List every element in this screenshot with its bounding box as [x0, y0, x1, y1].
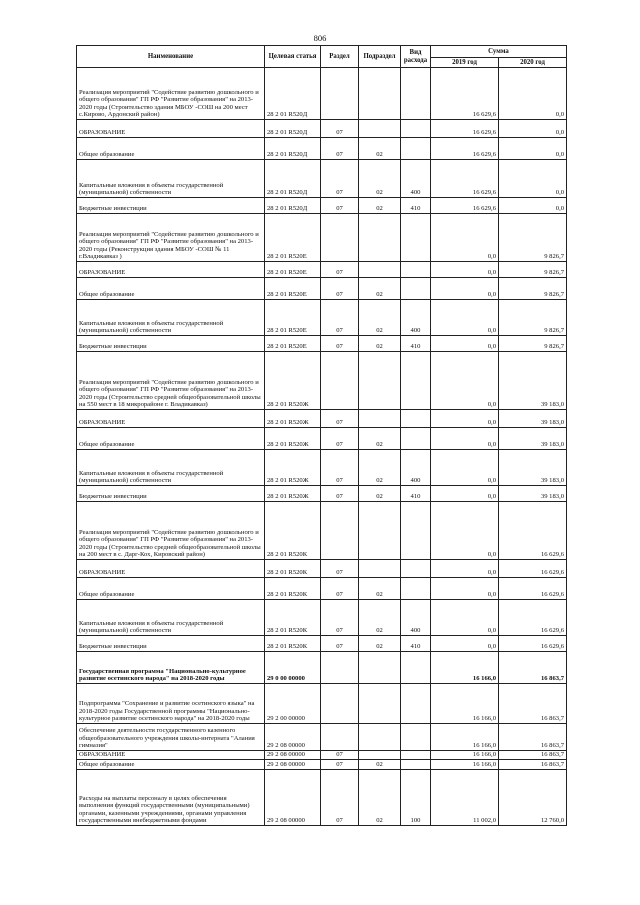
row-subsection: 02: [359, 278, 401, 300]
row-amount-2020: 16 863,7: [499, 652, 567, 684]
row-subsection: 02: [359, 428, 401, 450]
header-expense-type: Вид расхода: [401, 46, 431, 68]
row-expense-type: [401, 214, 431, 262]
row-subsection: [359, 120, 401, 138]
row-code: 28 2 01 R520Е: [265, 214, 321, 262]
row-amount-2019: 16 629,6: [431, 198, 499, 214]
row-expense-type: [401, 278, 431, 300]
row-amount-2019: 0,0: [431, 428, 499, 450]
row-expense-type: [401, 262, 431, 278]
row-subsection: [359, 214, 401, 262]
row-section: [321, 502, 359, 560]
row-section: 07: [321, 410, 359, 428]
row-name: Капитальные вложения в объекты государственной (муниципальной) собственности: [77, 300, 265, 336]
row-section: 07: [321, 160, 359, 198]
row-amount-2020: 9 826,7: [499, 278, 567, 300]
row-amount-2019: 16 166,0: [431, 724, 499, 751]
row-code: 28 2 01 R520Д: [265, 160, 321, 198]
row-section: 07: [321, 450, 359, 486]
row-code: 28 2 01 R520К: [265, 560, 321, 578]
row-expense-type: [401, 352, 431, 410]
row-section: 07: [321, 578, 359, 600]
table-row: [77, 502, 567, 560]
row-subsection: 02: [359, 160, 401, 198]
row-amount-2019: 0,0: [431, 336, 499, 352]
row-subsection: 02: [359, 300, 401, 336]
row-expense-type: [401, 138, 431, 160]
budget-table: [76, 45, 567, 826]
table-row: [77, 684, 567, 724]
row-amount-2020: 9 826,7: [499, 214, 567, 262]
row-section: 07: [321, 600, 359, 636]
row-section: 07: [321, 278, 359, 300]
row-code: 29 2 08 00000: [265, 760, 321, 770]
row-name: Капитальные вложения в объекты государственной (муниципальной) собственности: [77, 160, 265, 198]
row-expense-type: 400: [401, 600, 431, 636]
row-subsection: [359, 751, 401, 760]
table-row: [77, 560, 567, 578]
table-row: [77, 410, 567, 428]
row-code: 29 0 00 00000: [265, 652, 321, 684]
row-expense-type: [401, 502, 431, 560]
row-amount-2019: 0,0: [431, 450, 499, 486]
row-amount-2020: 16 629,6: [499, 578, 567, 600]
row-amount-2019: 16 629,6: [431, 138, 499, 160]
row-code: 28 2 01 R520Ж: [265, 352, 321, 410]
row-expense-type: [401, 578, 431, 600]
row-name: ОБРАЗОВАНИЕ: [77, 262, 265, 278]
row-expense-type: [401, 428, 431, 450]
row-section: [321, 684, 359, 724]
row-code: 28 2 01 R520Д: [265, 68, 321, 120]
row-section: 07: [321, 751, 359, 760]
table-row: [77, 352, 567, 410]
row-name: ОБРАЗОВАНИЕ: [77, 560, 265, 578]
row-code: 29 2 08 00000: [265, 724, 321, 751]
row-name: Капитальные вложения в объекты государственной (муниципальной) собственности: [77, 600, 265, 636]
row-name: Бюджетные инвестиции: [77, 486, 265, 502]
row-amount-2020: 39 183,0: [499, 410, 567, 428]
header-year-2020: 2020 год: [499, 58, 567, 68]
row-name: Общее образование: [77, 428, 265, 450]
row-expense-type: [401, 760, 431, 770]
row-code: 28 2 01 R520К: [265, 502, 321, 560]
row-expense-type: 410: [401, 336, 431, 352]
table-row: [77, 278, 567, 300]
row-expense-type: [401, 724, 431, 751]
row-amount-2020: 12 760,0: [499, 770, 567, 826]
row-expense-type: [401, 68, 431, 120]
header-section: Раздел: [321, 46, 359, 68]
row-amount-2020: 0,0: [499, 138, 567, 160]
row-amount-2019: 0,0: [431, 502, 499, 560]
row-subsection: [359, 68, 401, 120]
row-code: 28 2 01 R520Е: [265, 262, 321, 278]
row-amount-2019: 0,0: [431, 352, 499, 410]
row-subsection: [359, 502, 401, 560]
row-section: 07: [321, 198, 359, 214]
row-code: 28 2 01 R520К: [265, 578, 321, 600]
table-row: [77, 198, 567, 214]
row-amount-2020: 16 863,7: [499, 724, 567, 751]
row-amount-2019: 16 166,0: [431, 760, 499, 770]
row-name: Общее образование: [77, 578, 265, 600]
table-row: [77, 68, 567, 120]
table-row: [77, 300, 567, 336]
row-name: Обеспечение деятельности государственного казенного общеобразовательного учреждения школы-интерната "Алания гимназия": [77, 724, 265, 751]
row-subsection: [359, 652, 401, 684]
row-section: 07: [321, 636, 359, 652]
row-code: 28 2 01 R520Д: [265, 120, 321, 138]
row-section: 07: [321, 138, 359, 160]
row-name: Реализация мероприятий "Содействие развитию дошкольного и общего образования" ГП РФ "Развитие образования" на 2013-2020 годы (Реконструкция здания МБОУ -СОШ № 11 г.Владикавказ ): [77, 214, 265, 262]
row-amount-2020: 0,0: [499, 68, 567, 120]
row-subsection: [359, 560, 401, 578]
row-amount-2020: 16 863,7: [499, 684, 567, 724]
row-amount-2020: 16 863,7: [499, 760, 567, 770]
table-row: [77, 214, 567, 262]
row-amount-2019: 0,0: [431, 486, 499, 502]
row-expense-type: [401, 410, 431, 428]
row-amount-2019: 0,0: [431, 300, 499, 336]
row-amount-2020: 39 183,0: [499, 486, 567, 502]
row-amount-2020: 0,0: [499, 120, 567, 138]
row-amount-2020: 39 183,0: [499, 352, 567, 410]
row-amount-2020: 16 863,7: [499, 751, 567, 760]
row-section: 07: [321, 428, 359, 450]
header-name: Наименование: [77, 46, 265, 68]
table-row: [77, 578, 567, 600]
row-name: Бюджетные инвестиции: [77, 336, 265, 352]
row-code: 28 2 01 R520Е: [265, 278, 321, 300]
row-expense-type: 410: [401, 486, 431, 502]
table-row: [77, 160, 567, 198]
row-amount-2020: 9 826,7: [499, 300, 567, 336]
page-number: 806: [313, 33, 327, 43]
table-row: [77, 138, 567, 160]
table-row: [77, 486, 567, 502]
row-subsection: 02: [359, 600, 401, 636]
row-amount-2019: 16 166,0: [431, 652, 499, 684]
row-code: 29 2 08 00000: [265, 770, 321, 826]
row-code: 28 2 01 R520Ж: [265, 486, 321, 502]
row-amount-2019: 16 166,0: [431, 751, 499, 760]
row-section: 07: [321, 120, 359, 138]
row-amount-2019: 0,0: [431, 262, 499, 278]
row-code: 28 2 01 R520Ж: [265, 410, 321, 428]
row-amount-2020: 16 629,6: [499, 560, 567, 578]
table-row: [77, 262, 567, 278]
row-section: [321, 652, 359, 684]
row-subsection: 02: [359, 486, 401, 502]
row-section: [321, 68, 359, 120]
row-subsection: [359, 352, 401, 410]
row-amount-2019: 0,0: [431, 278, 499, 300]
row-section: 07: [321, 336, 359, 352]
row-name: Государственная программа "Национально-культурное развитие осетинского народа" на 2018-2020 годы: [77, 652, 265, 684]
row-amount-2020: 16 629,6: [499, 502, 567, 560]
row-subsection: 02: [359, 336, 401, 352]
row-amount-2019: 0,0: [431, 578, 499, 600]
row-amount-2020: 16 629,6: [499, 600, 567, 636]
row-name: Реализация мероприятий "Содействие развитию дошкольного и общего образования" ГП РФ "Развитие образования" на 2013-2020 годы (Строительство здания МБОУ -СОШ на 200 мест с.Кирово, Ардонский район): [77, 68, 265, 120]
row-name: ОБРАЗОВАНИЕ: [77, 120, 265, 138]
row-name: Капитальные вложения в объекты государственной (муниципальной) собственности: [77, 450, 265, 486]
row-amount-2019: 16 166,0: [431, 684, 499, 724]
row-amount-2020: 39 183,0: [499, 428, 567, 450]
row-amount-2019: 16 629,6: [431, 68, 499, 120]
row-amount-2020: 39 183,0: [499, 450, 567, 486]
row-name: Общее образование: [77, 138, 265, 160]
row-code: 29 2 00 00000: [265, 684, 321, 724]
row-amount-2019: 0,0: [431, 600, 499, 636]
row-section: [321, 352, 359, 410]
row-section: 07: [321, 300, 359, 336]
row-name: Бюджетные инвестиции: [77, 198, 265, 214]
row-amount-2019: 11 002,0: [431, 770, 499, 826]
row-expense-type: [401, 684, 431, 724]
row-code: 29 2 08 00000: [265, 751, 321, 760]
row-subsection: 02: [359, 138, 401, 160]
row-expense-type: 400: [401, 300, 431, 336]
row-code: 28 2 01 R520Д: [265, 138, 321, 160]
row-subsection: 02: [359, 198, 401, 214]
row-amount-2019: 0,0: [431, 214, 499, 262]
row-code: 28 2 01 R520Е: [265, 300, 321, 336]
row-amount-2020: 16 629,6: [499, 636, 567, 652]
row-subsection: [359, 262, 401, 278]
row-amount-2019: 0,0: [431, 410, 499, 428]
row-subsection: 02: [359, 636, 401, 652]
row-amount-2019: 0,0: [431, 560, 499, 578]
row-section: 07: [321, 760, 359, 770]
row-name: ОБРАЗОВАНИЕ: [77, 410, 265, 428]
row-amount-2020: 0,0: [499, 198, 567, 214]
row-name: Бюджетные инвестиции: [77, 636, 265, 652]
row-section: 07: [321, 560, 359, 578]
row-code: 28 2 01 R520К: [265, 600, 321, 636]
row-name: Общее образование: [77, 760, 265, 770]
table-row: [77, 770, 567, 826]
row-section: 07: [321, 770, 359, 826]
row-section: [321, 724, 359, 751]
row-subsection: 02: [359, 770, 401, 826]
row-expense-type: 410: [401, 198, 431, 214]
row-code: 28 2 01 R520Д: [265, 198, 321, 214]
row-subsection: 02: [359, 760, 401, 770]
row-expense-type: [401, 560, 431, 578]
row-amount-2019: 16 629,6: [431, 160, 499, 198]
header-sum: Сумма: [431, 46, 567, 58]
table-row: [77, 760, 567, 770]
row-code: 28 2 01 R520Ж: [265, 428, 321, 450]
row-section: 07: [321, 262, 359, 278]
row-amount-2020: 9 826,7: [499, 336, 567, 352]
row-expense-type: 410: [401, 636, 431, 652]
header-subsection: Подраздел: [359, 46, 401, 68]
header-year-2019: 2019 год: [431, 58, 499, 68]
table-row: [77, 120, 567, 138]
row-amount-2020: 0,0: [499, 160, 567, 198]
table-row: [77, 652, 567, 684]
row-amount-2019: 16 629,6: [431, 120, 499, 138]
row-expense-type: [401, 120, 431, 138]
table-row: [77, 724, 567, 751]
row-name: Реализация мероприятий "Содействие развитию дошкольного и общего образования" ГП РФ "Развитие образования" на 2013-2020 годы (Строительство средней общеобразовательной школы на 200 мест в с. Дарг-Кох, Кировский район): [77, 502, 265, 560]
row-name: Общее образование: [77, 278, 265, 300]
row-name: ОБРАЗОВАНИЕ: [77, 751, 265, 760]
row-expense-type: 400: [401, 450, 431, 486]
row-expense-type: 400: [401, 160, 431, 198]
row-section: [321, 214, 359, 262]
row-section: 07: [321, 486, 359, 502]
row-name: Реализация мероприятий "Содействие развитию дошкольного и общего образования" ГП РФ "Развитие образования" на 2013-2020 годы (Строительство средней общеобразовательной школы на 550 мест в 18 микрорайоне г. Владикавказ): [77, 352, 265, 410]
row-code: 28 2 01 R520Е: [265, 336, 321, 352]
row-expense-type: 100: [401, 770, 431, 826]
row-subsection: [359, 684, 401, 724]
header-code: Целевая статья: [265, 46, 321, 68]
row-subsection: [359, 724, 401, 751]
row-subsection: [359, 410, 401, 428]
table-row: [77, 751, 567, 760]
row-code: 28 2 01 R520Ж: [265, 450, 321, 486]
row-amount-2020: 9 826,7: [499, 262, 567, 278]
table-row: [77, 636, 567, 652]
row-name: Подпрограмма "Сохранение и развитие осетинского языка" на 2018-2020 годы Государственной программы "Национально-культурное развитие осетинского народа" на 2018-2020 годы: [77, 684, 265, 724]
row-subsection: 02: [359, 450, 401, 486]
table-row: [77, 600, 567, 636]
table-body: [77, 68, 567, 826]
table-row: [77, 428, 567, 450]
row-name: Расходы на выплаты персоналу в целях обеспечения выполнения функций государственными (муниципальными) органами, казенными учреждениями, органами управления государственными внебюджетными фондами: [77, 770, 265, 826]
row-amount-2019: 0,0: [431, 636, 499, 652]
row-expense-type: [401, 652, 431, 684]
row-expense-type: [401, 751, 431, 760]
row-code: 28 2 01 R520К: [265, 636, 321, 652]
table-row: [77, 336, 567, 352]
row-subsection: 02: [359, 578, 401, 600]
table-row: [77, 450, 567, 486]
